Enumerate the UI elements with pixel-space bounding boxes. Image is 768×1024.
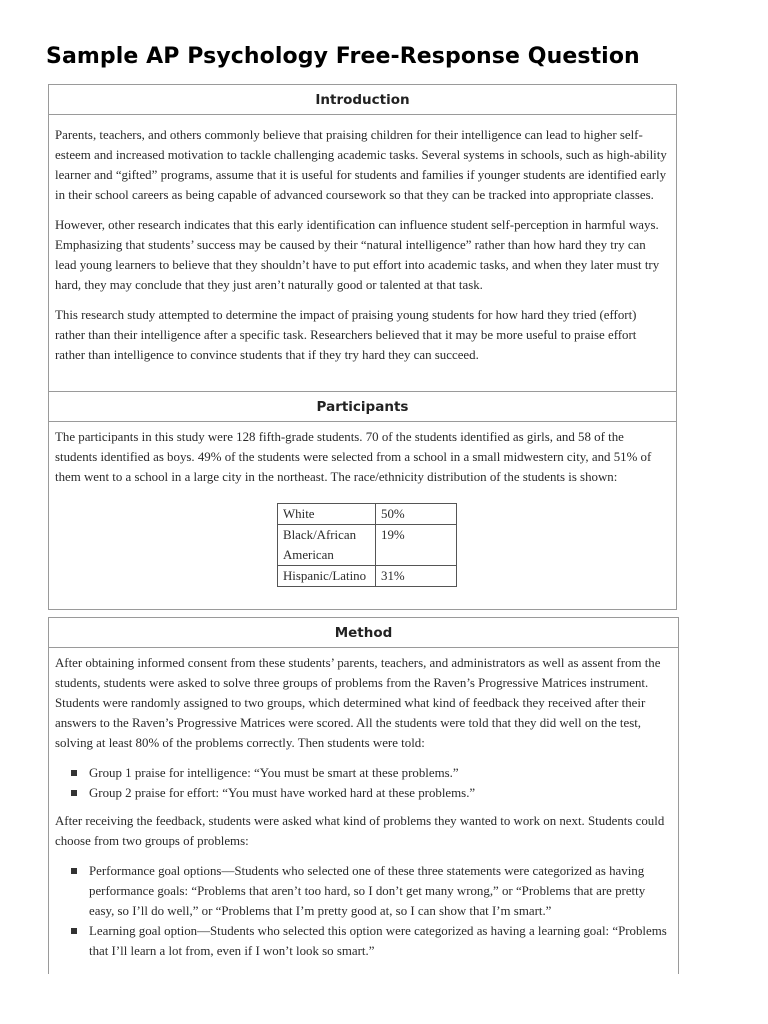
- introduction-paragraph: This research study attempted to determine the impact of praising young students for how hard they tried (effort) rather than their intelligence after a specific task. Researchers believed that it may be more useful to praise effort rather than intelligence to convince students that if they try hard they can succeed.: [55, 308, 637, 362]
- participants-paragraph: The participants in this study were 128 fifth-grade students. 70 of the students identified as girls, and 58 of the students identified as boys. 49% of the students were selected from a school in a small midwestern city, and 51% of them went to a school in a large city in the northeast. The race/ethnicity distribution of the students is shown:: [55, 430, 652, 484]
- method-heading: Method: [49, 618, 678, 648]
- participants-heading: Participants: [49, 392, 676, 422]
- square-bullet-icon: [71, 790, 77, 796]
- feedback-group-list: [55, 763, 670, 803]
- method-paragraph: After receiving the feedback, students were asked what kind of problems they wanted to work on next. Students could choose from two groups of problems:: [55, 814, 665, 848]
- list-item: [67, 921, 670, 961]
- table-row: [278, 566, 457, 587]
- square-bullet-icon: [71, 770, 77, 776]
- square-bullet-icon: [71, 928, 77, 934]
- introduction-body: [49, 115, 676, 365]
- list-item-text: Group 1 praise for intelligence: “You must be smart at these problems.”: [89, 766, 459, 780]
- table-cell-category: Black/African American: [278, 525, 376, 566]
- list-item: [67, 763, 670, 783]
- method-body: [49, 648, 678, 961]
- introduction-section: [48, 84, 677, 392]
- table-cell-category: Hispanic/Latino: [278, 566, 376, 587]
- list-item: [67, 861, 670, 921]
- table-cell-value: 50%: [376, 504, 457, 525]
- participants-body: [49, 422, 676, 587]
- method-paragraph: After obtaining informed consent from these students’ parents, teachers, and administrators as well as assent from the students, students were asked to solve three groups of problems from the Raven’s Progressive Matrices instrument. Students were randomly assigned to two groups, which determined what kind of feedback they received after their answers to the Raven’s Progressive Matrices were scored. All the students were told that they did well on the test, solving at least 80% of the problems correctly. Then students were told:: [55, 656, 661, 750]
- list-item: [67, 783, 670, 803]
- list-item-text: Performance goal options—Students who selected one of these three statements were categorized as having performance goals: “Problems that aren’t too hard, so I don’t get many wrong,” or “Problems that are pretty easy, so I’ll do well,” or “Problems that I’m pretty good at, so I can show that I’m smart.”: [89, 864, 646, 918]
- goal-option-list: [55, 861, 670, 961]
- race-ethnicity-table: [277, 503, 457, 587]
- square-bullet-icon: [71, 868, 77, 874]
- table-cell-category: White: [278, 504, 376, 525]
- table-row: [278, 504, 457, 525]
- introduction-paragraph: Parents, teachers, and others commonly believe that praising children for their intelligence can lead to higher self-esteem and increased motivation to tackle challenging academic tasks. Several systems in schools, such as high-ability learner and “gifted” programs, assume that it is useful for students and families if younger students are identified early in their school careers as being capable of advanced coursework so that they can be tracked into appropriate classes.: [55, 128, 667, 202]
- introduction-paragraph: However, other research indicates that this early identification can influence student self-perception in harmful ways. Emphasizing that students’ success may be caused by their “natural intelligence” rather than how hard they try can lead young learners to believe that they shouldn’t have to put effort into academic tasks, and when they later must try hard, they may conclude that they just aren’t naturally good or talented at that task.: [55, 218, 660, 292]
- list-item-text: Learning goal option—Students who selected this option were categorized as having a learning goal: “Problems that I’ll learn a lot from, even if I won’t look so smart.”: [89, 924, 667, 958]
- method-section: [48, 617, 679, 974]
- table-cell-value: 19%: [376, 525, 457, 566]
- participants-section: [48, 391, 677, 610]
- list-item-text: Group 2 praise for effort: “You must have worked hard at these problems.”: [89, 786, 476, 800]
- page-title: Sample AP Psychology Free-Response Question: [46, 44, 640, 69]
- table-cell-value: 31%: [376, 566, 457, 587]
- table-row: [278, 525, 457, 566]
- introduction-heading: Introduction: [49, 85, 676, 115]
